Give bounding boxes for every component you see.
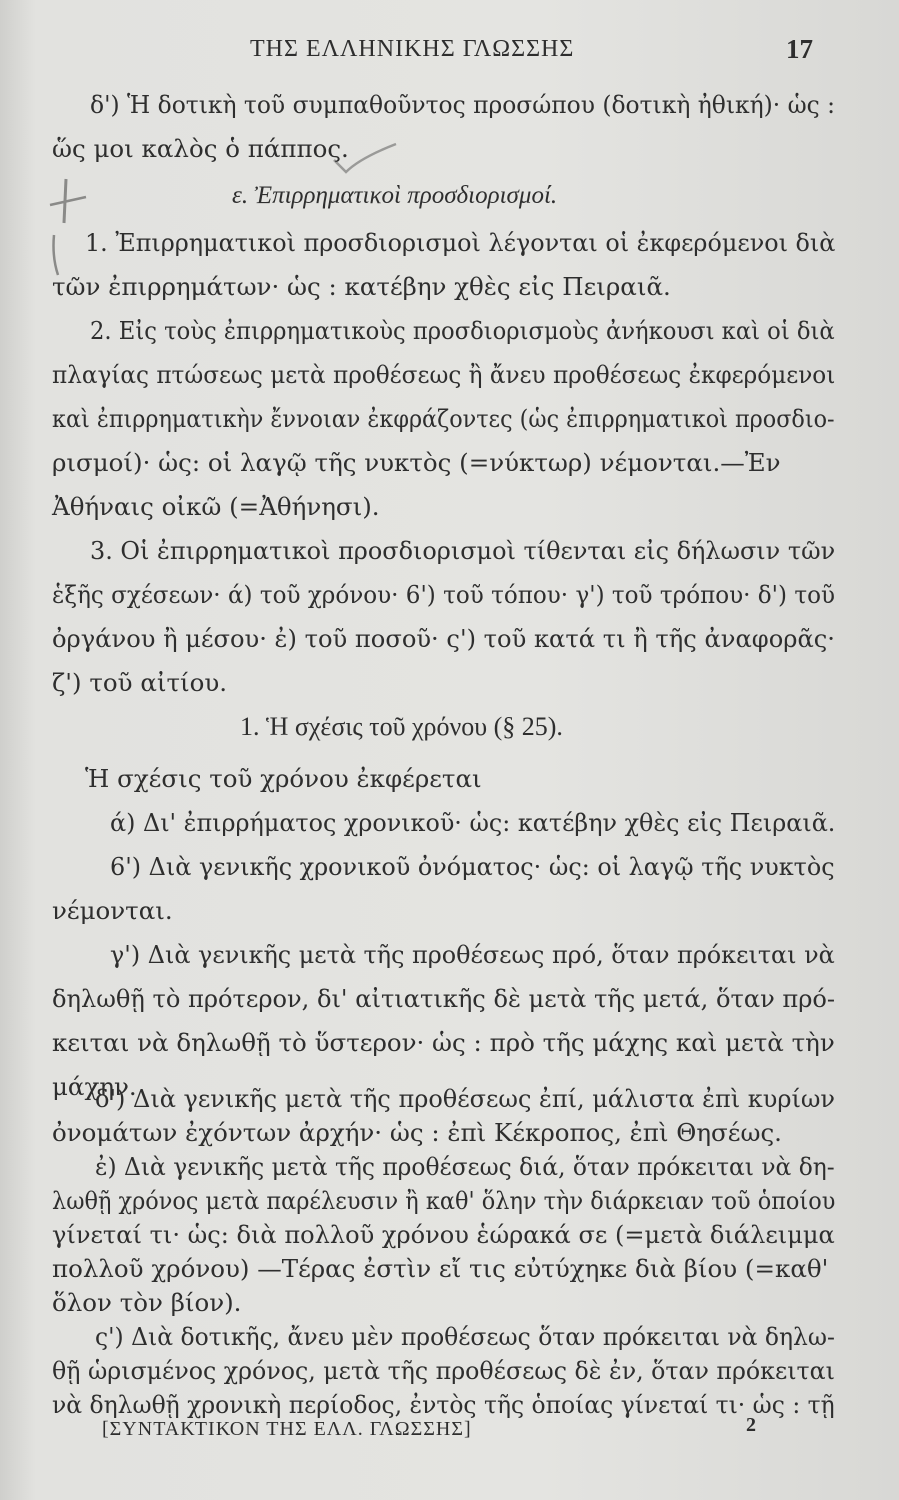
text-line: ὀργάνου ἢ μέσου· ἐ) τοῦ ποσοῦ· ς') τοῦ κατά τι ἢ τῆς ἀναφορᾶς· [52,624,835,653]
text-line: καὶ ἐπιρρηματικὴν ἔννοιαν ἐκφράζοντες (ὡς ἐπιρρηματικοὶ προσδιο- [52,404,835,433]
text-line: 6') Διὰ γενικῆς χρονικοῦ ὀνόματος· ὡς: οἱ λαγῷ τῆς νυκτὸς [110,852,835,881]
text-line: μάχην. [52,1072,137,1101]
text-line: Ἀθήναις οἰκῶ (=Ἀθήνησι). [52,492,380,521]
text-line: 2. Εἰς τοὺς ἐπιρρηματικοὺς προσδιορισμοὺς ἀνήκουσι καὶ οἱ διὰ [90,316,835,345]
text-line: 1. Ἐπιρρηματικοὶ προσδιορισμοὶ λέγονται οἱ ἐκφερόμενοι διὰ [85,228,836,257]
pencil-mark-icon [28,165,148,285]
page-header [0,34,899,74]
text-line: ἐ) Διὰ γενικῆς μετὰ τῆς προθέσεως διά, ὅταν πρόκειται νὰ δη- [95,1152,835,1181]
text-line: ζ') τοῦ αἰτίου. [52,668,228,697]
text-line: 3. Οἱ ἐπιρρηματικοὶ προσδιορισμοὶ τίθενται εἰς δήλωσιν τῶν [90,536,836,565]
subsection-title: 1. Ἡ σχέσις τοῦ χρόνου (§ 25). [240,712,563,741]
text-line: πολλοῦ χρόνου) —Τέρας ἐστὶν εἴ τις εὐτύχηκε διὰ βίου (=καθ' [52,1254,829,1283]
text-line: νέμονται. [52,896,173,925]
text-line: πλαγίας πτώσεως μετὰ προθέσεως ἢ ἄνευ προθέσεως ἐκφερόμενοι [52,360,836,389]
text-line: κειται νὰ δηλωθῇ τὸ ὕστερον· ὡς : πρὸ τῆς μάχης καὶ μετὰ τὴν [52,1028,835,1057]
text-line: ἑξῆς σχέσεων· ά) τοῦ χρόνου· 6') τοῦ τόπου· γ') τοῦ τρόπου· δ') τοῦ [52,580,835,609]
running-title: ΤΗΣ ΕΛΛΗΝΙΚΗΣ ΓΛΩΣΣΗΣ [250,36,575,62]
text-line: δηλωθῇ τὸ πρότερον, δι' αἰτιατικῆς δὲ μετὰ τῆς μετά, ὅταν πρό- [52,984,836,1013]
book-title-footer: [ΣΥΝΤΑΚΤΙΚΟΝ ΤΗΣ ΕΛΛ. ΓΛΩΣΣΗΣ] [102,1418,472,1440]
section-title: ε. Ἐπιρρηματικοὶ προσδιορισμοί. [232,182,558,209]
page-number: 17 [786,34,813,64]
text-line: θῇ ὡρισμένος χρόνος, μετὰ τῆς προθέσεως δὲ ἐν, ὅταν πρόκειται [52,1356,835,1385]
text-line: δ') Ἡ δοτικὴ τοῦ συμπαθοῦντος προσώπου (δοτικὴ ἠθική)· ὡς : [90,90,836,119]
text-line: Ἡ σχέσις τοῦ χρόνου ἐκφέρεται [85,764,482,793]
text-line: λωθῇ χρόνος μετὰ παρέλευσιν ἢ καθ' ὅλην τὴν διάρκειαν τοῦ ὁποίου [52,1186,836,1215]
signature-mark: 2 [746,1414,756,1436]
text-line: ς') Διὰ δοτικῆς, ἄνευ μὲν προθέσεως ὅταν πρόκειται νὰ δηλω- [95,1322,835,1351]
text-line: ά) Δι' ἐπιρρήματος χρονικοῦ· ὡς: κατέβην χθὲς εἰς Πειραιᾶ. [110,808,836,837]
text-line: ὥς μοι καλὸς ὁ πάππος. [52,134,349,163]
text-line: νὰ δηλωθῇ χρονικὴ περίοδος, ἐντὸς τῆς ὁποίας γίνεταί τι· ὡς : τῇ [52,1390,835,1419]
text-line: τῶν ἐπιρρημάτων· ὡς : κατέβην χθὲς εἰς Πειραιᾶ. [52,272,671,301]
text-line: γίνεταί τι· ὡς: διὰ πολλοῦ χρόνου ἑώρακά σε (=μετὰ διάλειμμα [52,1220,835,1249]
text-line: δ') Διὰ γενικῆς μετὰ τῆς προθέσεως ἐπί, μάλιστα ἐπὶ κυρίων [95,1084,836,1113]
text-line: γ') Διὰ γενικῆς μετὰ τῆς προθέσεως πρό, ὅταν πρόκειται νὰ [110,940,835,969]
text-line: ρισμοί)· ὡς: οἱ λαγῷ τῆς νυκτὸς (=νύκτωρ) νέμονται.—Ἐν [52,448,781,477]
text-line: ὀνομάτων ἐχόντων ἀρχήν· ὡς : ἐπὶ Κέκροπος, ἐπὶ Θησέως. [52,1118,782,1147]
text-line: ὅλον τὸν βίον). [52,1288,242,1317]
